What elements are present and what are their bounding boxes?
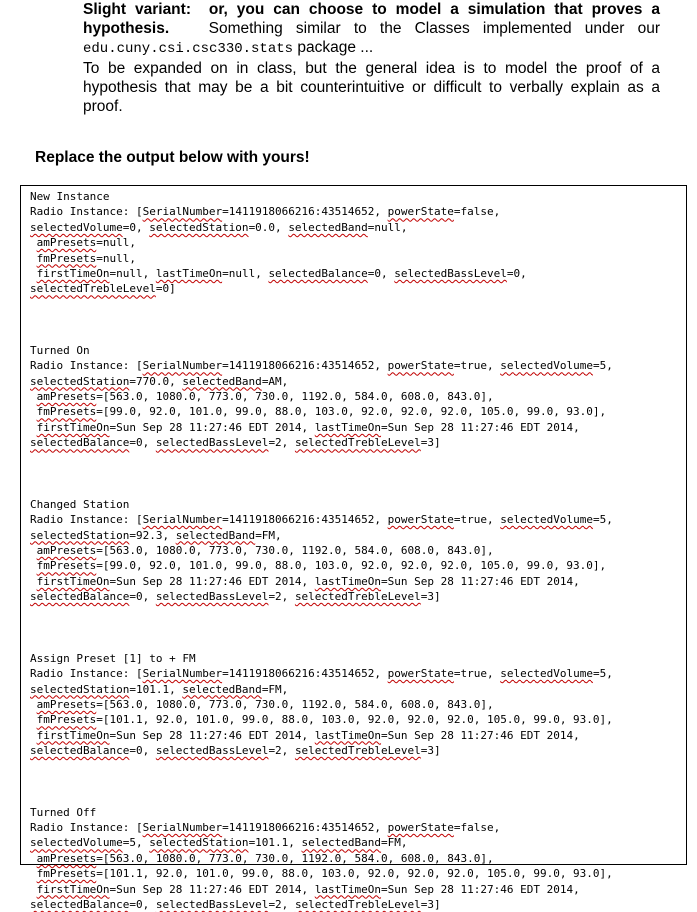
blank-line: [30, 312, 686, 327]
output-block: [30, 343, 686, 451]
output-line: selectedBalance=0, selectedBassLevel=2, selectedTrebleLevel=3]: [30, 897, 441, 911]
output-line: firstTimeOn=Sun Sep 28 11:27:46 EDT 2014, lastTimeOn=Sun Sep 28 11:27:46 EDT 2014,: [36, 420, 580, 434]
slight-variant-label: Slight variant:: [83, 1, 191, 18]
intro-paragraph-1: [83, 0, 660, 59]
blank-line: [30, 789, 686, 804]
output-line: Radio Instance: [SerialNumber=1411918066216:43514652, powerState=true, selectedVolume=5,: [30, 667, 613, 681]
output-line: fmPresets=[101.1, 92.0, 101.0, 99.0, 88.0, 103.0, 92.0, 92.0, 92.0, 105.0, 99.0, 93.0],: [36, 867, 613, 881]
output-line: selectedBalance=0, selectedBassLevel=2, selectedTrebleLevel=3]: [30, 744, 441, 758]
output-box: [20, 185, 687, 911]
output-block: [30, 805, 686, 912]
output-line: selectedTrebleLevel=0]: [30, 282, 176, 296]
output-block-title: Assign Preset [1] to + FM: [30, 651, 196, 665]
output-line: firstTimeOn=Sun Sep 28 11:27:46 EDT 2014, lastTimeOn=Sun Sep 28 11:27:46 EDT 2014,: [36, 882, 580, 896]
blank-line: [30, 297, 686, 312]
output-line: amPresets=[563.0, 1080.0, 773.0, 730.0, 1192.0, 584.0, 608.0, 843.0],: [36, 851, 494, 865]
blank-line: [30, 328, 686, 343]
output-line: amPresets=[563.0, 1080.0, 773.0, 730.0, 1192.0, 584.0, 608.0, 843.0],: [36, 543, 494, 557]
output-block-title: New Instance: [30, 190, 110, 203]
output-line: selectedStation=101.1, selectedBand=FM,: [30, 682, 289, 696]
replace-output-heading: Replace the output below with yours!: [35, 149, 310, 166]
output-line: Radio Instance: [SerialNumber=1411918066216:43514652, powerState=true, selectedVolume=5,: [30, 359, 613, 373]
output-block-title: Changed Station: [30, 497, 130, 511]
blank-line: [30, 620, 686, 635]
output-line: selectedStation=770.0, selectedBand=AM,: [30, 374, 289, 388]
output-line: selectedStation=92.3, selectedBand=FM,: [30, 528, 282, 542]
output-line: fmPresets=[99.0, 92.0, 101.0, 99.0, 88.0, 103.0, 92.0, 92.0, 92.0, 105.0, 99.0, 93.0],: [36, 559, 607, 573]
output-line: firstTimeOn=Sun Sep 28 11:27:46 EDT 2014, lastTimeOn=Sun Sep 28 11:27:46 EDT 2014,: [36, 728, 580, 742]
output-block: [30, 189, 686, 297]
output-line: amPresets=[563.0, 1080.0, 773.0, 730.0, 1192.0, 584.0, 608.0, 843.0],: [36, 390, 494, 404]
output-line: selectedVolume=5, selectedStation=101.1, selectedBand=FM,: [30, 836, 408, 850]
output-line: selectedVolume=0, selectedStation=0.0, selectedBand=null,: [30, 220, 408, 234]
output-line: fmPresets=[99.0, 92.0, 101.0, 99.0, 88.0, 103.0, 92.0, 92.0, 92.0, 105.0, 99.0, 93.0],: [36, 405, 607, 419]
output-line: Radio Instance: [SerialNumber=1411918066216:43514652, powerState=true, selectedVolume=5,: [30, 513, 613, 527]
package-name: edu.cuny.csi.csc330.stats: [83, 41, 294, 57]
intro-text-2: package ...: [297, 39, 374, 56]
hypothesis-word: hypothesis.: [83, 20, 170, 37]
blank-line: [30, 466, 686, 481]
output-line: firstTimeOn=Sun Sep 28 11:27:46 EDT 2014, lastTimeOn=Sun Sep 28 11:27:46 EDT 2014,: [36, 574, 580, 588]
output-block-title: Turned On: [30, 343, 90, 357]
output-line: fmPresets=[101.1, 92.0, 101.0, 99.0, 88.0, 103.0, 92.0, 92.0, 92.0, 105.0, 99.0, 93.0],: [36, 713, 613, 727]
output-line: Radio Instance: [SerialNumber=1411918066216:43514652, powerState=false,: [30, 821, 501, 835]
blank-line: [30, 635, 686, 650]
blank-line: [30, 774, 686, 789]
blank-line: [30, 605, 686, 620]
blank-line: [30, 481, 686, 496]
intro-paragraph-2: To be expanded on in class, but the general idea is to model the proof of a hypothesis that may be a bit counterintuitive or difficult to verbally explain as a proof.: [83, 60, 660, 115]
blank-line: [30, 758, 686, 773]
intro-lead: or, you can choose to model a simulation that proves a: [208, 1, 660, 18]
output-line: firstTimeOn=null, lastTimeOn=null, selectedBalance=0, selectedBassLevel=0,: [36, 266, 527, 280]
output-line: selectedBalance=0, selectedBassLevel=2, selectedTrebleLevel=3]: [30, 590, 441, 604]
output-block: [30, 497, 686, 605]
output-line: amPresets=[563.0, 1080.0, 773.0, 730.0, 1192.0, 584.0, 608.0, 843.0],: [36, 697, 494, 711]
intro-text: [83, 0, 660, 116]
output-line: selectedBalance=0, selectedBassLevel=2, selectedTrebleLevel=3]: [30, 436, 441, 450]
output-line: Radio Instance: [SerialNumber=1411918066216:43514652, powerState=false,: [30, 205, 501, 219]
output-line: amPresets=null,: [36, 236, 136, 250]
intro-text-1: Something similar to the Classes implemented under our: [208, 20, 660, 37]
output-block: [30, 651, 686, 759]
output-block-title: Turned Off: [30, 805, 97, 819]
output-line: fmPresets=null,: [36, 251, 136, 265]
blank-line: [30, 451, 686, 466]
